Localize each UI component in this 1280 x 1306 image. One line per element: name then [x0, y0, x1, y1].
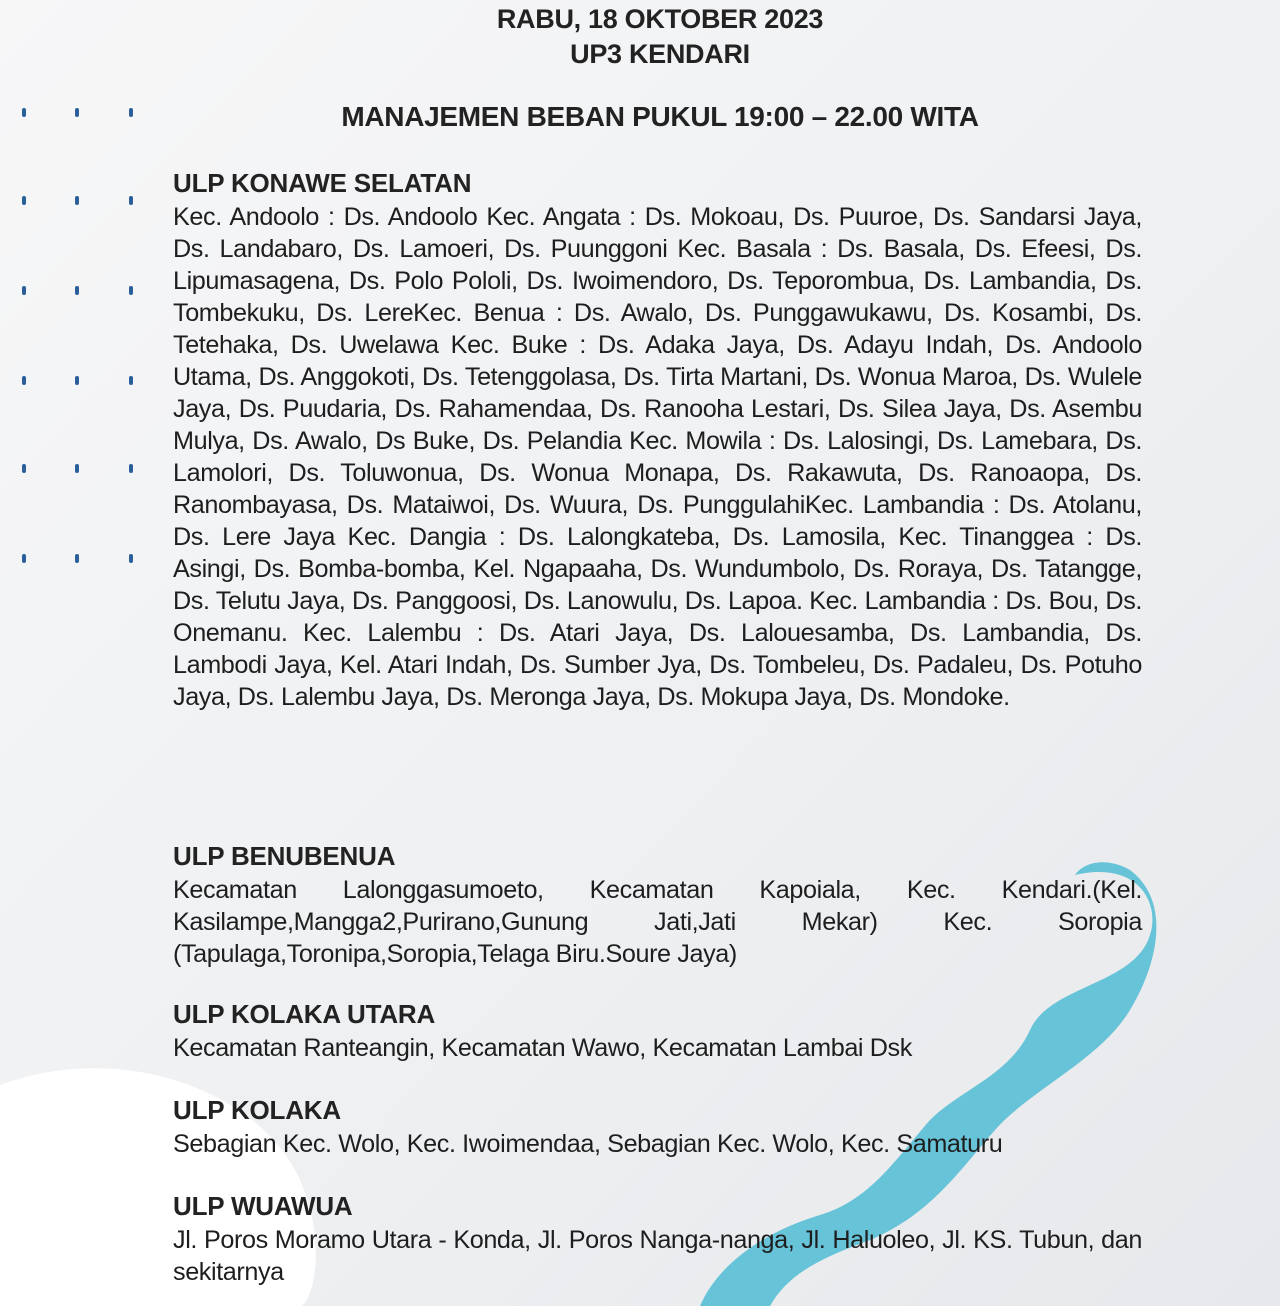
section-title: ULP BENUBENUA: [173, 841, 396, 871]
section-title: ULP WUAWUA: [173, 1191, 353, 1221]
section-body: Kecamatan Lalonggasumoeto, Kecamatan Kapoiala, Kec. Kendari.(Kel. Kasilampe,Mangga2,Purirano,Gunung Jati,Jati Mekar) Kec. Soropia (Tapulaga,Toronipa,Soropia,Telaga Biru.Soure Jaya): [173, 876, 1142, 968]
section-body: Kec. Andoolo : Ds. Andoolo Kec. Angata : Ds. Mokoau, Ds. Puuroe, Ds. Sandarsi Jaya, Ds. Landabaro, Ds. Lamoeri, Ds. Puunggoni Kec. Basala : Ds. Basala, Ds. Efeesi, Ds. Lipumasagena, Ds. Polo Pololi, Ds. Iwoimendoro, Ds. Teporombua, Ds. Lambandia, Ds. Tombekuku, Ds. LereKec. Benua : Ds. Awalo, Ds. Punggawukawu, Ds. Kosambi, Ds. Tetehaka, Ds. Uwelawa Kec. Buke : Ds. Adaka Jaya, Ds. Adayu Indah, Ds. Andoolo Utama, Ds. Anggokoti, Ds. Tetenggolasa, Ds. Tirta Martani, Ds. Wonua Maroa, Ds. Wulele Jaya, Ds. Puudaria, Ds. Rahamendaa, Ds. Ranooha Lestari, Ds. Silea Jaya, Ds. Asembu Mulya, Ds. Awalo, Ds Buke, Ds. Pelandia Kec. Mowila : Ds. Lalosingi, Ds. Lamebara, Ds. Lamolori, Ds. Toluwonua, Ds. Wonua Monapa, Ds. Rakawuta, Ds. Ranoaopa, Ds. Ranombayasa, Ds. Mataiwoi, Ds. Wuura, Ds. PunggulahiKec. Lambandia : Ds. Atolanu, Ds. Lere Jaya Kec. Dangia : Ds. Lalongkateba, Ds. Lamosila, Kec. Tinanggea : Ds. Asingi, Ds. Bomba-bomba, Kel. Ngapaaha, Ds. Wundumbolo, Ds. Roraya, Ds. Tatangge, Ds. Telutu Jaya, Ds. Panggoosi, Ds. Lanowulu, Ds. Lapoa. Kec. Lambandia : Ds. Bou, Ds. Onemanu. Kec. Lalembu : Ds. Atari Jaya, Ds. Lalouesamba, Ds. Lambandia, Ds. Lambodi Jaya, Kel. Atari Indah, Ds. Sumber Jya, Ds. Tombeleu, Ds. Padaleu, Ds. Potuho Jaya, Ds. Lalembu Jaya, Ds. Meronga Jaya, Ds. Mokupa Jaya, Ds. Mondoke.: [173, 203, 1142, 711]
header-schedule: MANAJEMEN BEBAN PUKUL 19:00 – 22.00 WITA: [341, 101, 979, 132]
section-title: ULP KOLAKA UTARA: [173, 999, 436, 1029]
header-date: RABU, 18 OKTOBER 2023: [496, 4, 824, 34]
section-body: Jl. Poros Moramo Utara - Konda, Jl. Poros Nanga-nanga, Jl. Haluoleo, Jl. KS. Tubun, dan sekitarnya: [173, 1226, 1142, 1286]
section-benubenua: [173, 839, 1142, 970]
section-wuawua: [173, 1189, 1142, 1288]
section-body: Kecamatan Ranteangin, Kecamatan Wawo, Kecamatan Lambai Dsk: [173, 1034, 912, 1062]
header-unit: UP3 KENDARI: [570, 39, 750, 69]
section-kolaka: [173, 1093, 1142, 1160]
section-body: Sebagian Kec. Wolo, Kec. Iwoimendaa, Sebagian Kec. Wolo, Kec. Samaturu: [173, 1130, 1003, 1158]
section-konawe-selatan: [173, 166, 1142, 713]
section-title: ULP KOLAKA: [173, 1095, 341, 1125]
section-title: ULP KONAWE SELATAN: [173, 168, 472, 198]
section-kolaka-utara: [173, 997, 1142, 1064]
